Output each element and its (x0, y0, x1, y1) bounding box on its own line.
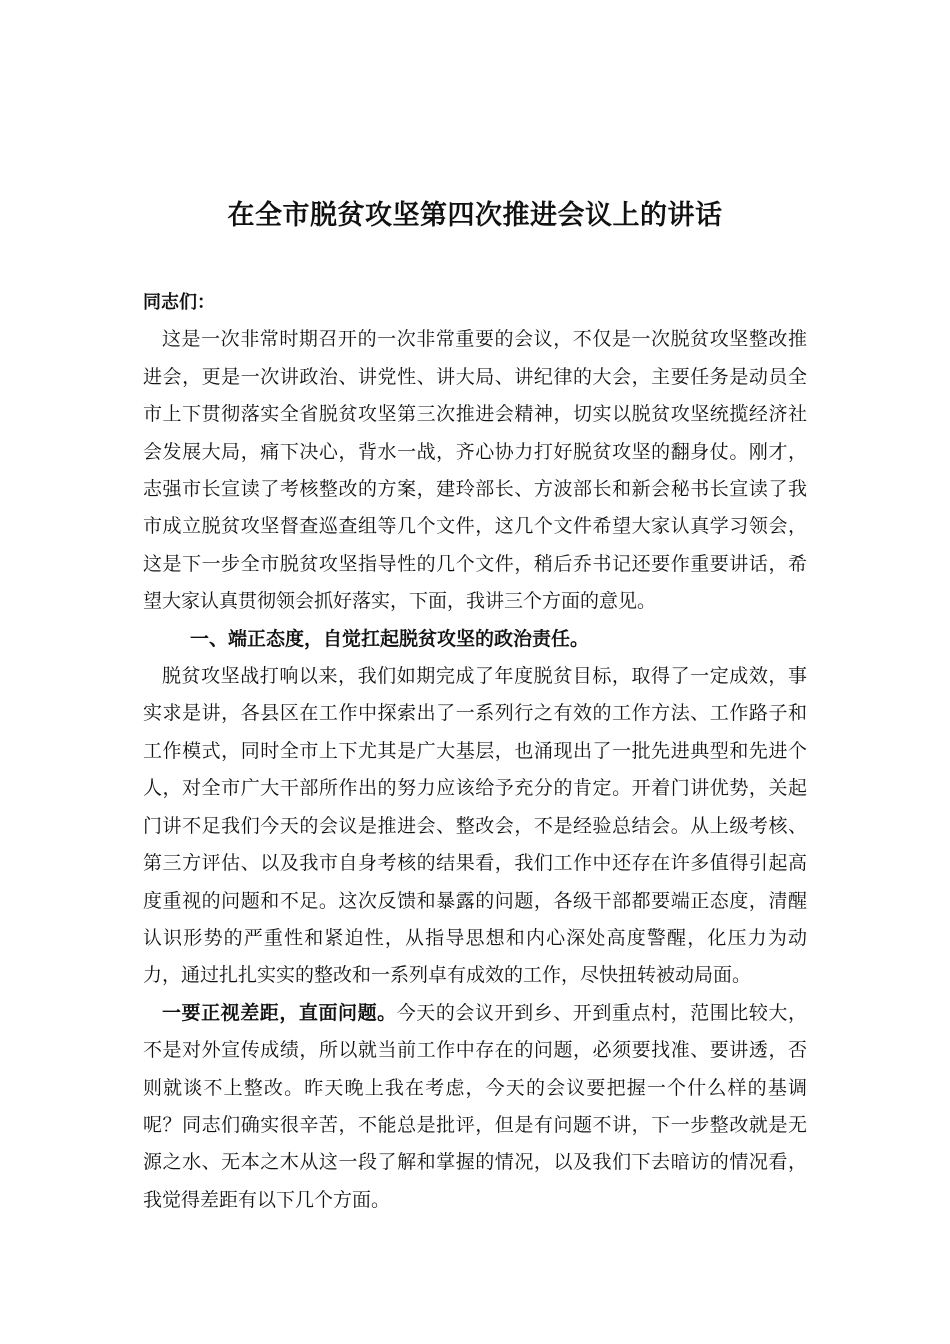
paragraph-section-1: 脱贫攻坚战打响以来，我们如期完成了年度脱贫目标，取得了一定成效，事实求是讲，各县区在工作中探索出了一系列行之有效的工作方法、工作路子和工作模式，同时全市上下尤其是广大基层，也涌现出了一批先进典型和先进个人，对全市广大干部所作出的努力应该给予充分的肯定。开着门讲优势，关起门讲不足我们今天的会议是推进会、整改会，不是经验总结会。从上级考核、第三方评估、以及我市自身考核的结果看，我们工作中还存在许多值得引起高度重视的问题和不足。这次反馈和暴露的问题，各级干部都要端正态度，清醒认识形势的严重性和紧迫性，从指导思想和内心深处高度警醒，化压力为动力，通过扎扎实实的整改和一系列卓有成效的工作，尽快扭转被动局面。 (143, 665, 807, 987)
paragraph-point-1-lead: 一要正视差距，直面问题。 (162, 1001, 397, 1024)
paragraph-point-1 (143, 995, 807, 1219)
document-title: 在全市脱贫攻坚第四次推进会议上的讲话 (227, 200, 723, 231)
paragraph-point-1-text: 今天的会议开到乡、开到重点村，范围比较大，不是对外宣传成绩，所以就当前工作中存在的问题，必须要找准、要讲透，否则就谈不上整改。昨天晚上我在考虑，今天的会议要把握一个什么样的基调呢？同志们确实很辛苦，不能总是批评，但是有问题不讲，下一步整改就是无源之水、无本之木从这一段了解和掌握的情况，以及我们下去暗访的情况看，我觉得差距有以下几个方面。 (143, 1001, 807, 1211)
document-body (143, 284, 807, 1219)
section-heading-1: 一、端正态度，自觉扛起脱贫攻坚的政治责任。 (190, 627, 590, 650)
paragraph-intro: 这是一次非常时期召开的一次非常重要的会议，不仅是一次脱贫攻坚整改推进会，更是一次讲政治、讲党性、讲大局、讲纪律的大会，主要任务是动员全市上下贯彻落实全省脱贫攻坚第三次推进会精神，切实以脱贫攻坚统揽经济社会发展大局，痛下决心，背水一战，齐心协力打好脱贫攻坚的翻身仗。刚才，志强市长宣读了考核整改的方案，建玲部长、方波部长和新会秘书长宣读了我市成立脱贫攻坚督查巡查组等几个文件，这几个文件希望大家认真学习领会，这是下一步全市脱贫攻坚指导性的几个文件，稍后乔书记还要作重要讲话，希望大家认真贯彻领会抓好落实，下面，我讲三个方面的意见。 (143, 328, 807, 613)
salutation: 同志们： (143, 292, 215, 313)
